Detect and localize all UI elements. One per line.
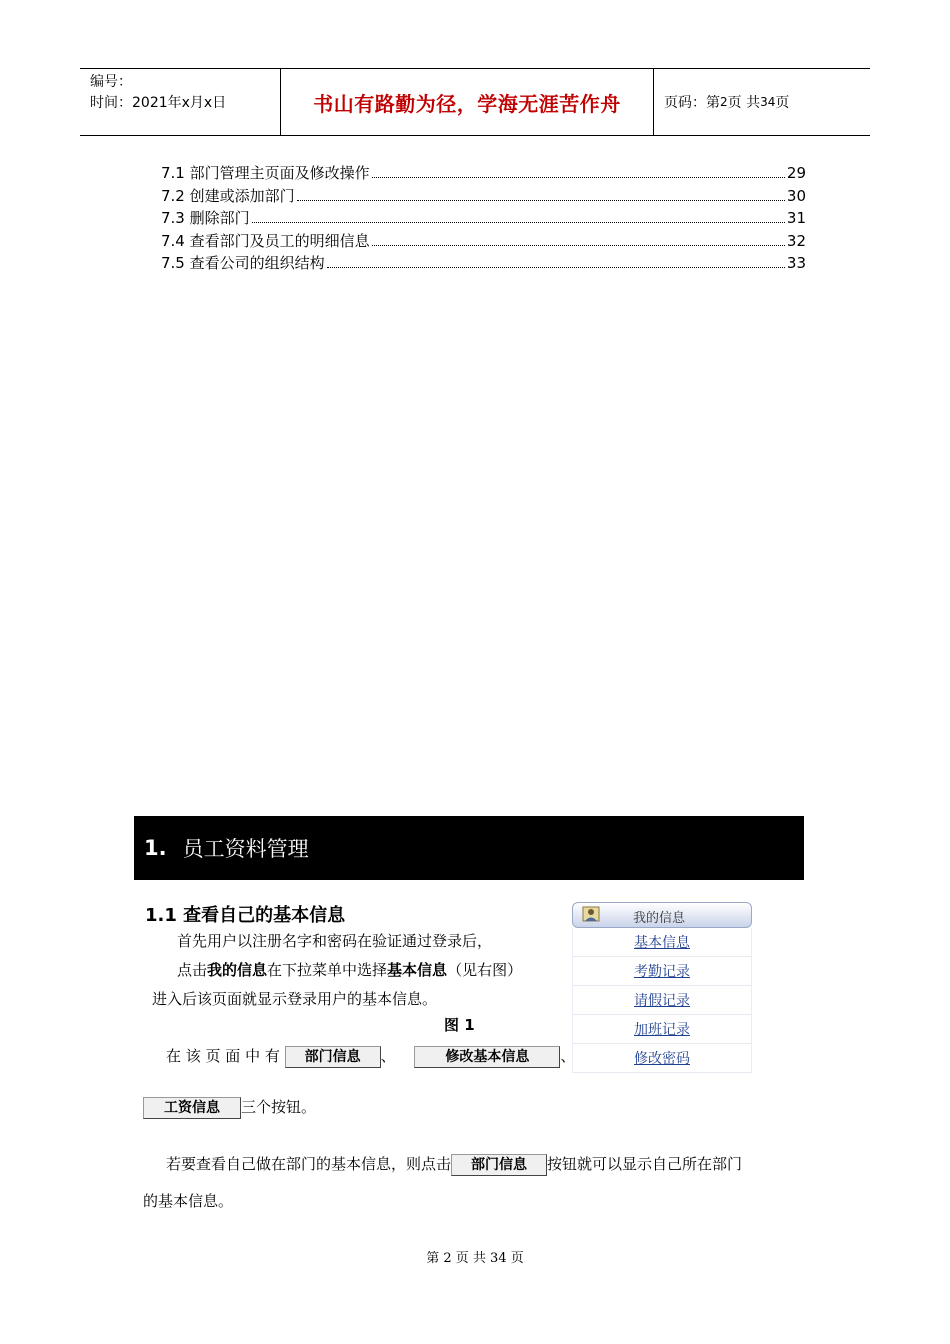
salary-info-button[interactable]: 工资信息 bbox=[143, 1097, 241, 1119]
p2-text-a: 点击 bbox=[177, 961, 208, 979]
paragraph-2 bbox=[177, 959, 522, 980]
menu-item-leave[interactable] bbox=[572, 986, 752, 1015]
my-info-menu bbox=[572, 902, 752, 1074]
toc-leader bbox=[372, 245, 785, 246]
menu-title: 我的信息 bbox=[633, 911, 686, 926]
page-header bbox=[80, 68, 870, 136]
paragraph-1: 首先用户以注册名字和密码在验证通过登录后， bbox=[177, 932, 493, 950]
toc-entry[interactable] bbox=[161, 252, 806, 275]
p4-text: 在 该 页 面 中 有 bbox=[166, 1047, 280, 1065]
page-label-suffix: 页 bbox=[775, 95, 790, 111]
paragraph-3: 进入后该页面就显示登录用户的基本信息。 bbox=[152, 990, 438, 1008]
toc-leader bbox=[252, 222, 785, 223]
menu-item-attendance[interactable] bbox=[572, 957, 752, 986]
separator: 、 bbox=[560, 1047, 576, 1065]
toc-leader bbox=[297, 200, 785, 201]
page-footer: 第 2 页 共 34 页 bbox=[426, 1251, 524, 1266]
toc-entry[interactable] bbox=[161, 207, 806, 230]
p2-bold-my-info: 我的信息 bbox=[207, 961, 268, 979]
toc-entry-page: 31 bbox=[786, 209, 806, 227]
toc-entry[interactable] bbox=[161, 230, 806, 253]
toc-entry[interactable] bbox=[161, 162, 806, 185]
chapter-number: 1. bbox=[144, 836, 167, 860]
toc-entry-page: 30 bbox=[786, 186, 806, 205]
page-current: 2 bbox=[720, 95, 728, 109]
paragraph-6 bbox=[166, 1153, 742, 1176]
date-label: 时间：2021年x月x日 bbox=[90, 95, 227, 111]
toc-entry-title: 7.1 部门管理主页面及修改操作 bbox=[161, 164, 370, 182]
menu-link[interactable]: 请假记录 bbox=[634, 993, 690, 1009]
page-label-prefix: 页码：第 bbox=[664, 95, 720, 111]
p5-text: 三个按钮。 bbox=[241, 1098, 317, 1116]
toc-entry-title: 7.2 创建或添加部门 bbox=[161, 186, 295, 205]
toc-leader bbox=[372, 177, 785, 178]
dept-info-button[interactable]: 部门信息 bbox=[285, 1046, 381, 1068]
toc-entry-page: 33 bbox=[786, 254, 806, 272]
edit-basic-info-button[interactable]: 修改基本信息 bbox=[414, 1046, 560, 1068]
toc-entry-title: 7.4 查看部门及员工的明细信息 bbox=[161, 231, 370, 250]
figure-caption: 图 1 bbox=[444, 1016, 475, 1034]
paragraph-7: 的基本信息。 bbox=[143, 1192, 234, 1210]
toc-entry-page: 32 bbox=[786, 231, 806, 250]
paragraph-5 bbox=[143, 1096, 316, 1119]
p6-text-a: 若要查看自己做在部门的基本信息，则点击 bbox=[166, 1155, 452, 1173]
menu-item-overtime[interactable] bbox=[572, 1015, 752, 1044]
p2-bold-basic-info: 基本信息 bbox=[387, 961, 448, 979]
header-motto-cell bbox=[281, 69, 654, 135]
dept-info-button[interactable]: 部门信息 bbox=[451, 1154, 547, 1176]
menu-item-basic-info[interactable] bbox=[572, 928, 752, 957]
header-left-cell bbox=[80, 69, 281, 135]
toc-entry-title: 7.3 删除部门 bbox=[161, 209, 250, 227]
page-total: 34 bbox=[760, 95, 776, 109]
menu-item-change-password[interactable] bbox=[572, 1044, 752, 1073]
paragraph-4 bbox=[166, 1045, 575, 1068]
section-title: 1.1 查看自己的基本信息 bbox=[145, 905, 346, 926]
menu-link[interactable]: 修改密码 bbox=[634, 1051, 690, 1067]
chapter-title: 员工资料管理 bbox=[182, 837, 309, 861]
user-icon bbox=[581, 905, 603, 925]
toc-entry[interactable] bbox=[161, 185, 806, 208]
toc-entry-page: 29 bbox=[786, 164, 806, 182]
p6-text-b: 按钮就可以显示自己所在部门 bbox=[547, 1155, 743, 1173]
menu-link[interactable]: 加班记录 bbox=[634, 1022, 690, 1038]
page-label-mid: 页 共 bbox=[727, 95, 761, 111]
p2-text-e: （见右图） bbox=[447, 961, 523, 979]
toc-entry-title: 7.5 查看公司的组织结构 bbox=[161, 254, 325, 272]
menu-link[interactable]: 考勤记录 bbox=[634, 964, 690, 980]
separator: 、 bbox=[380, 1047, 396, 1065]
p2-text-c: 在下拉菜单中选择 bbox=[267, 961, 388, 979]
header-page-cell bbox=[654, 69, 870, 135]
number-label: 编号： bbox=[90, 74, 132, 90]
toc-leader bbox=[327, 267, 785, 268]
menu-header[interactable] bbox=[572, 902, 752, 928]
menu-link[interactable]: 基本信息 bbox=[634, 935, 690, 951]
table-of-contents bbox=[161, 162, 806, 275]
chapter-heading bbox=[134, 816, 804, 880]
motto: 书山有路勤为径，学海无涯苦作舟 bbox=[313, 91, 621, 116]
